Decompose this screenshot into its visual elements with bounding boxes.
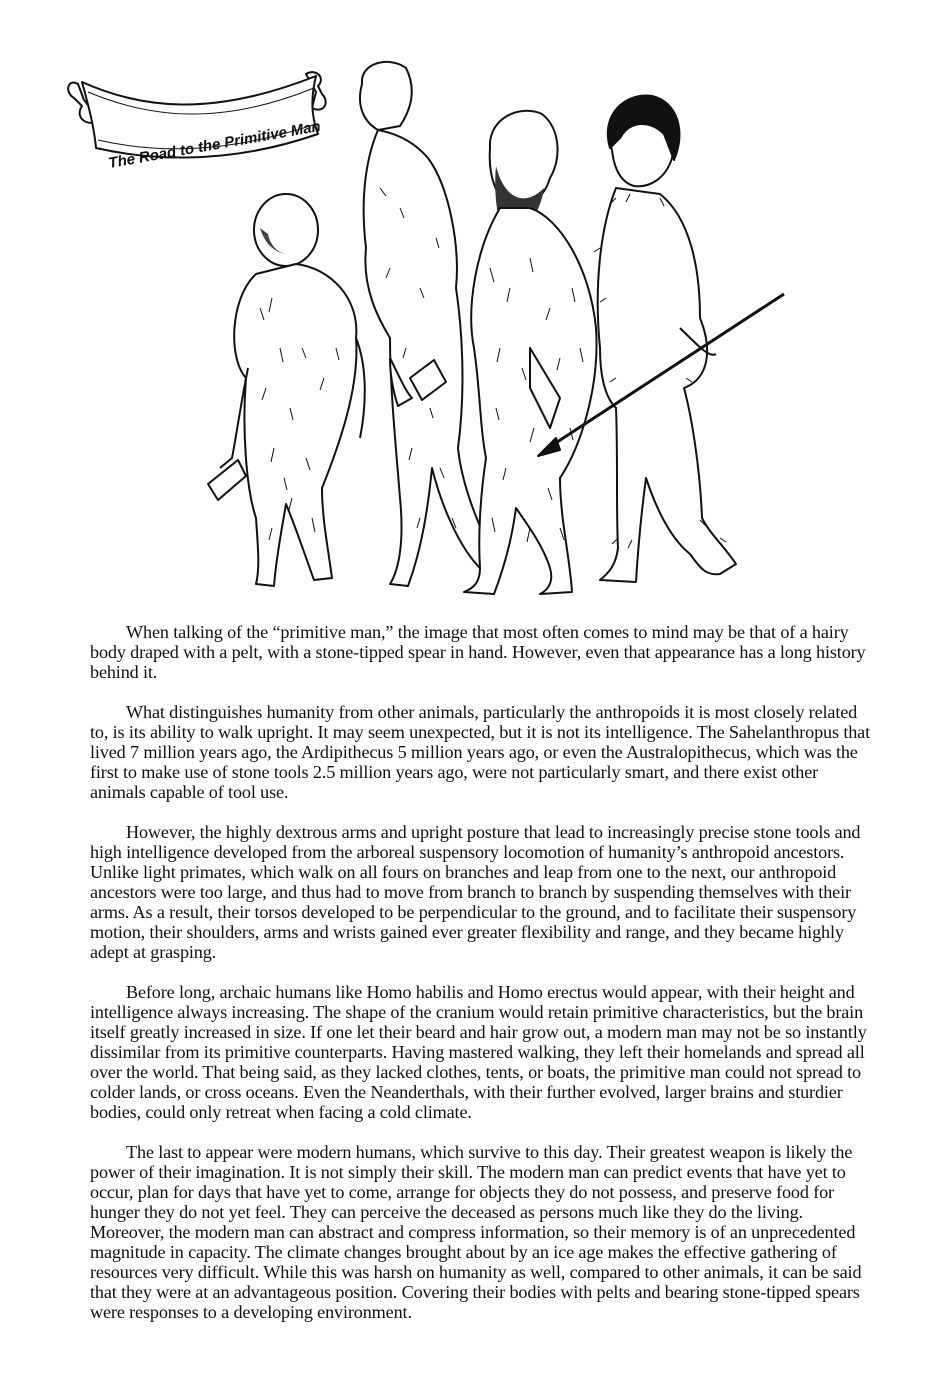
hairy-caveman-figure (464, 111, 597, 594)
article-paragraph: When talking of the “primitive man,” the image that most often comes to mind may be that of a hairy body draped with a pelt, with a stone-tipped spear in hand. However, even that appearance has a long history behind it. (90, 622, 866, 682)
article-paragraph: However, the highly dextrous arms and upright posture that lead to increasingly precise stone tools and high intelligence developed from the arboreal suspensory locomotion of humanity’s anthropoid ancestors. Unlike light primates, which walk on all fours on branches and leap from one to the next, our anthropoid ancestors were too large, and thus had to move from branch to branch by suspending themselves with their arms. As a result, their torsos developed to be perpendicular to the ground, and to facilitate their suspensory motion, their shoulders, arms and wrists gained ever greater flexibility and range, and they became highly adept at grasping. (90, 822, 861, 962)
article-body (90, 622, 870, 1342)
banner-title: The Road to the Primitive Man (107, 117, 322, 173)
article-paragraph: Before long, archaic humans like Homo habilis and Homo erectus would appear, with their height and intelligence always increasing. The shape of the cranium would retain primitive characteristics, but the brain itself greatly increased in size. If one let their beard and hair grow out, a modern man may not be so instantly dissimilar from its primitive counterparts. Having mastered walking, they left their homelands and spread all over the world. That being said, as they lacked clothes, tents, or boats, the primitive man could not spread to colder lands, or cross oceans. Even the Neanderthals, with their further evolved, larger brains and sturdier bodies, could only retreat when facing a cold climate. (90, 982, 867, 1122)
article-paragraph: The last to appear were modern humans, which survive to this day. Their greatest weapon is likely the power of their imagination. It is not simply their skill. The modern man can predict events that have yet to occur, plan for days that have yet to come, arrange for objects they do not possess, and preserve food for hunger they do not yet feel. They can perceive the deceased as persons much like they do the living. Moreover, the modern man can abstract and compress information, so their memory is of an unprecedented magnitude in capacity. The climate changes brought about by an ice age makes the effective gathering of resources very difficult. While this was harsh on humanity as well, compared to other animals, it can be said that they were at an advantageous position. Covering their bodies with pelts and bearing stone-tipped spears were responses to a developing environment. (90, 1142, 862, 1322)
article-paragraph: What distinguishes humanity from other animals, particularly the anthropoids it is most closely related to, is its ability to walk upright. It may seem unexpected, but it is not its intelligence. The Sahelanthropus that lived 7 million years ago, the Ardipithecus 5 million years ago, or even the Australopithecus, which was the first to make use of stone tools 2.5 million years ago, were not particularly smart, and there exist other animals capable of tool use. (90, 702, 870, 802)
evolution-illustration (60, 48, 850, 608)
early-hominid-figure (208, 194, 365, 586)
